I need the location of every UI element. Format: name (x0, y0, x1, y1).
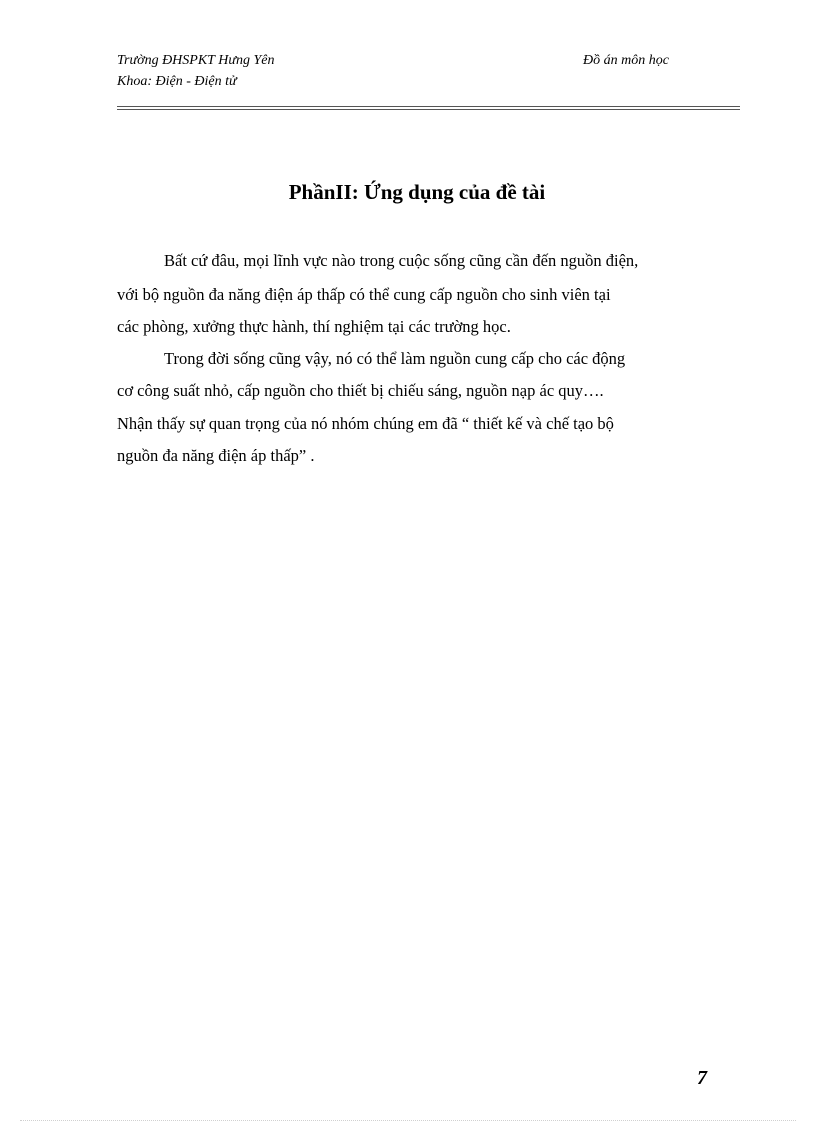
header-divider (117, 106, 740, 110)
paragraph-line: Nhận thấy sự quan trọng của nó nhóm chúng em đã “ thiết kế và chế tạo bộ (117, 414, 614, 433)
paragraph-line: Bất cứ đâu, mọi lĩnh vực nào trong cuộc sống cũng cần đến nguồn điện, (164, 251, 639, 270)
paragraph-line: nguồn đa năng điện áp thấp” . (117, 446, 315, 465)
document-type: Đồ án môn học (583, 53, 669, 68)
footer-divider (20, 1120, 796, 1121)
paragraph-line: các phòng, xưởng thực hành, thí nghiệm tại các trường học. (117, 317, 511, 336)
paragraph-line: cơ công suất nhỏ, cấp nguồn cho thiết bị chiếu sáng, nguồn nạp ác quy…. (117, 381, 604, 400)
page-number: 7 (697, 1067, 707, 1089)
paragraph-line: với bộ nguồn đa năng điện áp thấp có thể cung cấp nguồn cho sinh viên tại (117, 285, 611, 304)
school-name: Trường ĐHSPKT Hưng Yên (117, 53, 275, 68)
section-title: PhầnII: Ứng dụng của đề tài (288, 180, 546, 204)
faculty-name: Khoa: Điện - Điện tử (117, 74, 237, 89)
paragraph-line: Trong đời sống cũng vậy, nó có thể làm nguồn cung cấp cho các động (164, 349, 626, 368)
